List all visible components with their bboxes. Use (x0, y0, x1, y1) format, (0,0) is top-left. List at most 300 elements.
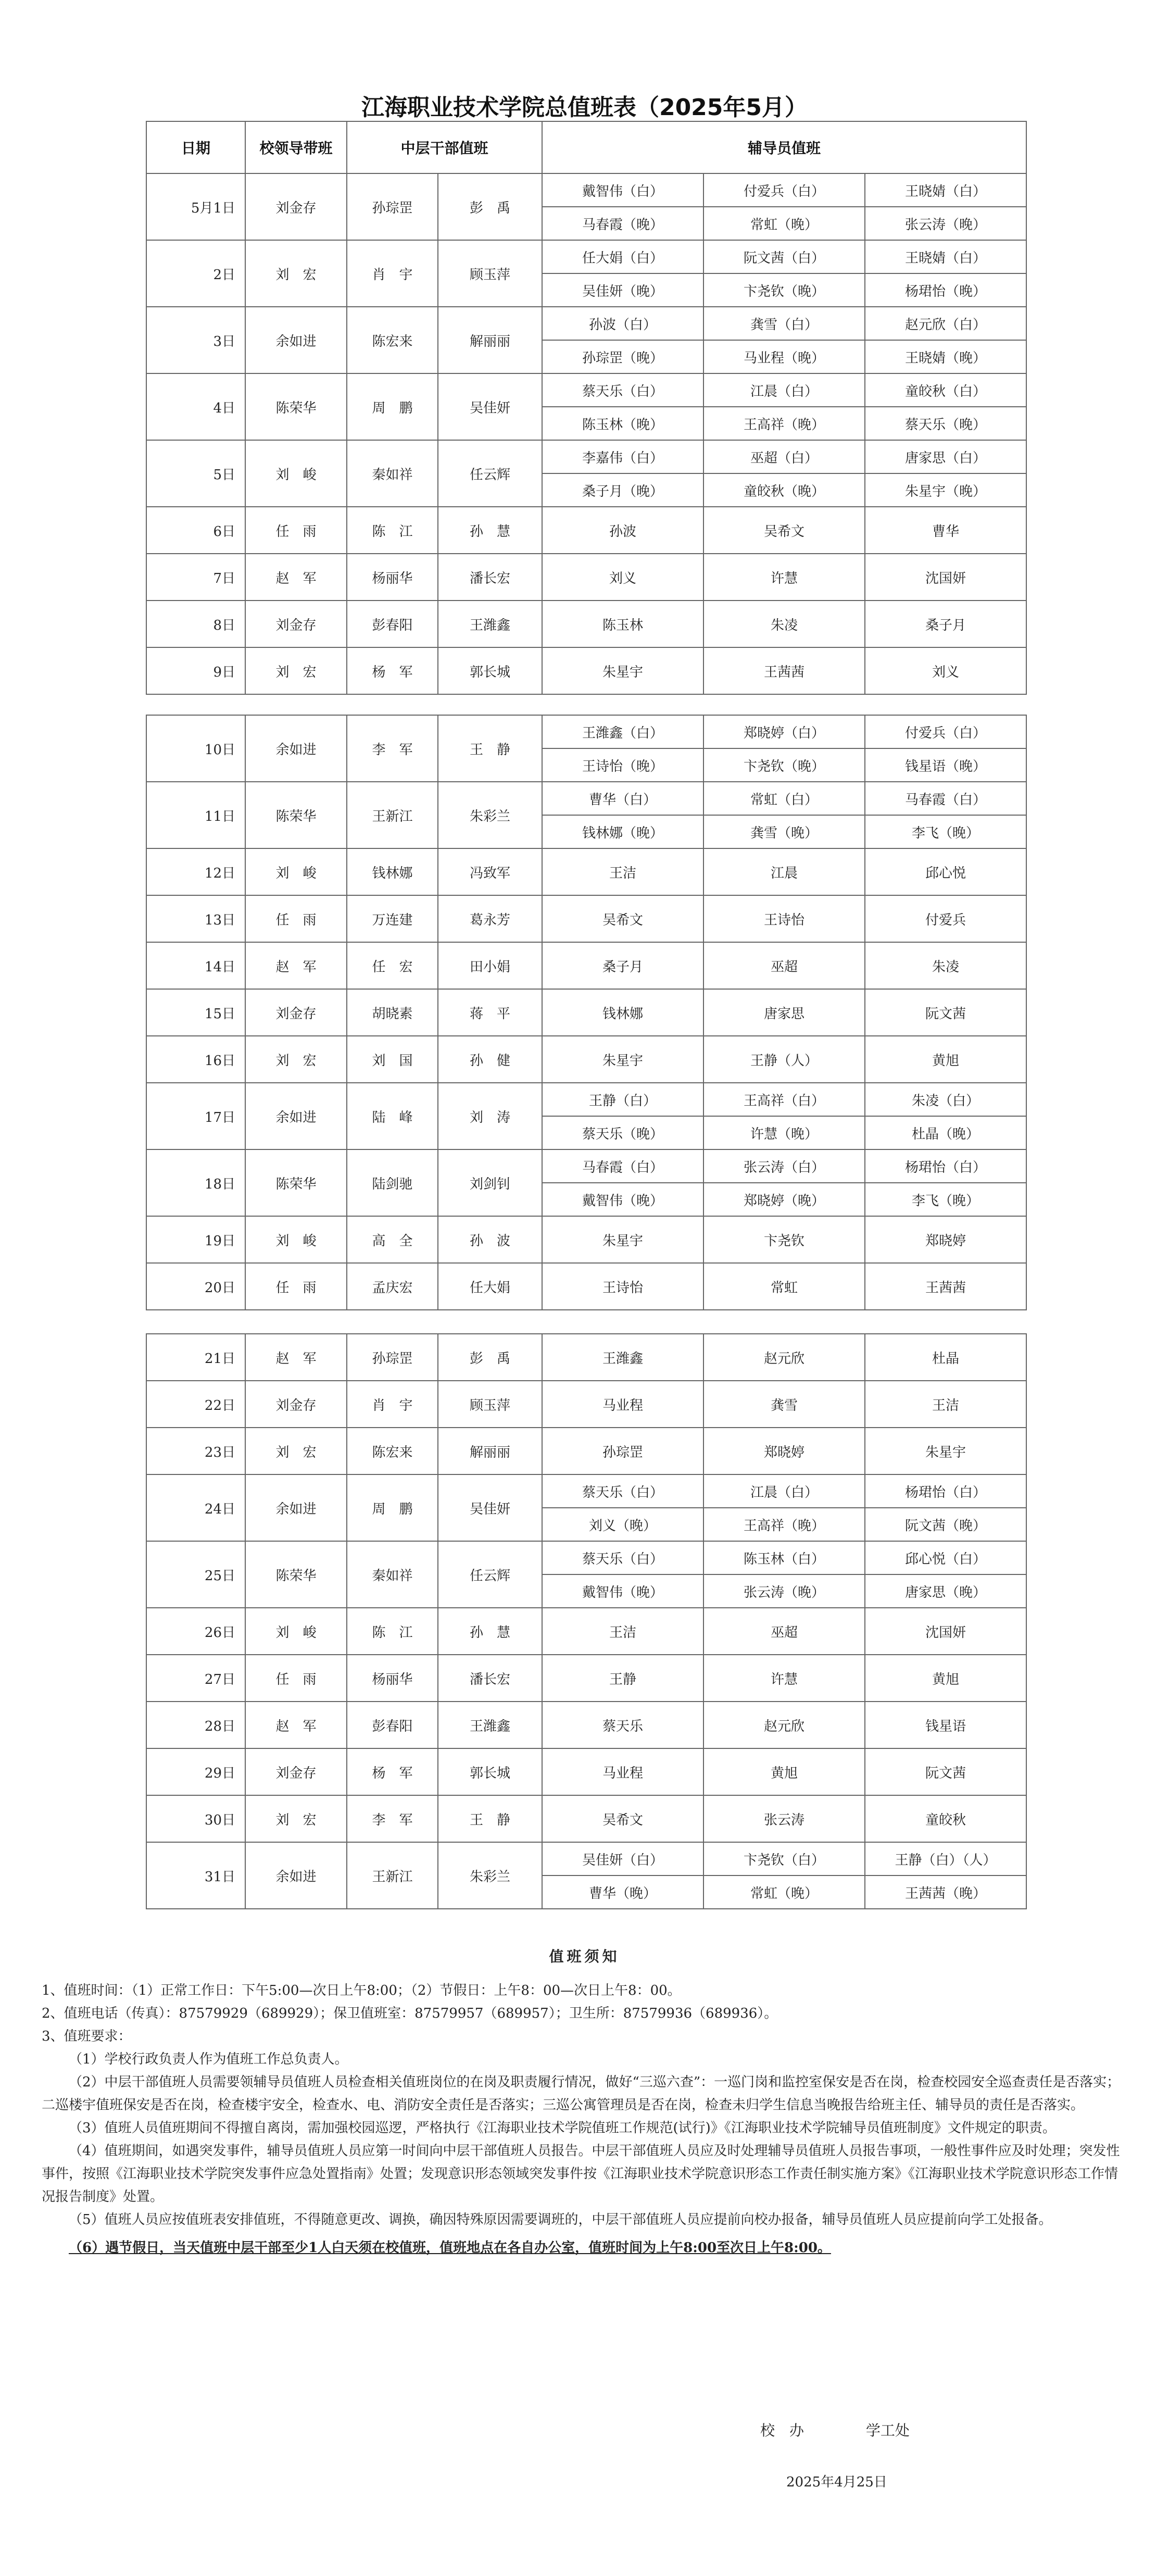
cadre-cell: 彭春阳 (347, 601, 438, 647)
counselor-cell: 曹华（白） (542, 782, 703, 815)
table-row (146, 1334, 1026, 1381)
counselor-cell: 王静（人） (703, 1036, 865, 1083)
cadre-cell: 郭长城 (438, 1748, 542, 1795)
cadre-cell: 杨丽华 (347, 554, 438, 601)
leader-cell: 刘金存 (245, 173, 347, 240)
counselor-cell: 郑晓婷 (703, 1428, 865, 1474)
counselor-cell: 蔡天乐（白） (542, 1474, 703, 1508)
counselor-cell: 戴智伟（晚） (542, 1183, 703, 1216)
counselor-cell: 朱凌（白） (865, 1083, 1026, 1116)
cadre-cell: 任云辉 (438, 440, 542, 507)
date-cell: 22日 (146, 1381, 245, 1428)
leader-cell: 赵 军 (245, 1702, 347, 1748)
date-cell: 11日 (146, 782, 245, 848)
table-row (146, 1541, 1026, 1574)
date-cell: 20日 (146, 1263, 245, 1310)
leader-cell: 陈荣华 (245, 1149, 347, 1216)
counselor-cell: 许慧 (703, 1655, 865, 1702)
page-title: 江海职业技术学院总值班表（2025年5月） (361, 94, 808, 121)
counselor-cell: 孙波（白） (542, 307, 703, 340)
cadre-cell: 陈 江 (347, 1608, 438, 1655)
counselor-cell: 常虹（白） (703, 782, 865, 815)
counselor-cell: 卞尧钦（白） (703, 1842, 865, 1875)
table-row (146, 440, 1026, 473)
cadre-cell: 李 军 (347, 715, 438, 782)
counselor-cell: 蔡天乐 (542, 1702, 703, 1748)
counselor-cell: 巫超 (703, 942, 865, 989)
counselor-cell: 赵元欣（白） (865, 307, 1026, 340)
note-item: 2、值班电话（传真）：87579929（689929）；保卫值班室：87579957（689957）；卫生所：87579936（689936）。 (42, 2006, 778, 2021)
cadre-cell: 肖 宇 (347, 1381, 438, 1428)
counselor-cell: 张云涛（白） (703, 1149, 865, 1183)
counselor-cell: 王诗怡 (703, 895, 865, 942)
cadre-cell: 李 军 (347, 1795, 438, 1842)
cadre-cell: 杨丽华 (347, 1655, 438, 1702)
table-row (146, 1608, 1026, 1655)
cadre-cell: 高 全 (347, 1216, 438, 1263)
counselor-cell: 许慧 (703, 554, 865, 601)
date-cell: 25日 (146, 1541, 245, 1608)
counselor-cell: 王诗怡 (542, 1263, 703, 1310)
counselor-cell: 郑晓婷（白） (703, 715, 865, 748)
counselor-cell: 任大娟（白） (542, 240, 703, 273)
date-cell: 17日 (146, 1083, 245, 1149)
counselor-cell: 刘义（晚） (542, 1508, 703, 1541)
date-cell: 29日 (146, 1748, 245, 1795)
cadre-cell: 解丽丽 (438, 1428, 542, 1474)
table-row (146, 307, 1026, 340)
table-row (146, 240, 1026, 273)
date-cell: 28日 (146, 1702, 245, 1748)
table-row (146, 1702, 1026, 1748)
cadre-cell: 顾玉萍 (438, 240, 542, 307)
leader-cell: 任 雨 (245, 507, 347, 554)
counselor-cell: 李飞（晚） (865, 815, 1026, 848)
table-row (146, 715, 1026, 748)
counselor-cell: 刘义 (542, 554, 703, 601)
leader-cell: 赵 军 (245, 554, 347, 601)
cadre-cell: 孙 波 (438, 1216, 542, 1263)
counselor-cell: 王高祥（晚） (703, 1508, 865, 1541)
date-cell: 31日 (146, 1842, 245, 1909)
leader-cell: 刘 峻 (245, 1608, 347, 1655)
counselor-cell: 李飞（晚） (865, 1183, 1026, 1216)
counselor-cell: 郑晓婷 (865, 1216, 1026, 1263)
note-item: 3、值班要求： (42, 2029, 132, 2044)
leader-cell: 余如进 (245, 1474, 347, 1541)
counselor-cell: 王茜茜 (865, 1263, 1026, 1310)
counselor-cell: 付爱兵（白） (865, 715, 1026, 748)
leader-cell: 刘 峻 (245, 848, 347, 895)
counselor-cell: 王高祥（晚） (703, 407, 865, 440)
date-cell: 24日 (146, 1474, 245, 1541)
note-item: （4）值班期间，如遇突发事件，辅导员值班人员应第一时间向中层干部值班人员报告。中层干部值班人员应及时处理辅导员值班人员报告事项，一般性事件应及时处理；突发性事件，按照《江海职业技术学院突发事件应急处置指南》处置；发现意识形态领域突发事件按《江海职业技术学院意识形态工作责任制实施方案》《江海职业技术学院意识形态工作情况报告制度》处置。 (42, 2143, 1120, 2205)
note-item: （5）值班人员应按值班表安排值班，不得随意更改、调换，确因特殊原因需要调班的，中层干部值班人员应提前向校办报备，辅导员值班人员应提前向学工处报备。 (69, 2212, 1052, 2228)
column-header: 中层干部值班 (347, 121, 542, 173)
counselor-cell: 王晓婧（白） (865, 173, 1026, 207)
cadre-cell: 田小娟 (438, 942, 542, 989)
cadre-cell: 彭 禹 (438, 1334, 542, 1381)
leader-cell: 刘金存 (245, 1748, 347, 1795)
date-cell: 2日 (146, 240, 245, 307)
table-row (146, 647, 1026, 694)
counselor-cell: 马业程（晚） (703, 340, 865, 373)
cadre-cell: 陈宏来 (347, 307, 438, 373)
counselor-cell: 巫超 (703, 1608, 865, 1655)
cadre-cell: 彭 禹 (438, 173, 542, 240)
leader-cell: 刘 宏 (245, 1795, 347, 1842)
cadre-cell: 王新江 (347, 782, 438, 848)
counselor-cell: 卞尧钦（晚） (703, 273, 865, 307)
counselor-cell: 童皎秋（白） (865, 373, 1026, 407)
counselor-cell: 唐家思（晚） (865, 1574, 1026, 1608)
counselor-cell: 邱心悦 (865, 848, 1026, 895)
cadre-cell: 任云辉 (438, 1541, 542, 1608)
counselor-cell: 王高祥（白） (703, 1083, 865, 1116)
counselor-cell: 张云涛（晚） (865, 207, 1026, 240)
cadre-cell: 潘长宏 (438, 554, 542, 601)
cadre-cell: 潘长宏 (438, 1655, 542, 1702)
cadre-cell: 刘剑钊 (438, 1149, 542, 1216)
counselor-cell: 童皎秋（晚） (703, 473, 865, 507)
table-row (146, 895, 1026, 942)
table-row (146, 1263, 1026, 1310)
cadre-cell: 钱林娜 (347, 848, 438, 895)
sign-office: 校 办 (760, 2422, 805, 2439)
note-item: （2）中层干部值班人员需要领辅导员值班人员检查相关值班岗位的在岗及职责履行情况，做好“三巡六查”：一巡门岗和监控室保安是否在岗，检查校园安全巡查责任是否落实；二巡楼宇值班保安是否在岗，检查楼宇安全，检查水、电、消防安全责任是否落实；三巡公寓管理员是否在岗，检查未归学生信息当晚报告给班主任、辅导员的责任是否落实。 (42, 2074, 1121, 2113)
counselor-cell: 常虹（晚） (703, 207, 865, 240)
cadre-cell: 刘 涛 (438, 1083, 542, 1149)
counselor-cell: 陈玉林（白） (703, 1541, 865, 1574)
date-cell: 19日 (146, 1216, 245, 1263)
duty-table-block-3 (146, 1333, 1027, 1909)
date-cell: 26日 (146, 1608, 245, 1655)
date-cell: 13日 (146, 895, 245, 942)
counselor-cell: 常虹（晚） (703, 1875, 865, 1909)
counselor-cell: 蔡天乐（晚） (542, 1116, 703, 1149)
date-cell: 30日 (146, 1795, 245, 1842)
leader-cell: 刘 峻 (245, 1216, 347, 1263)
counselor-cell: 卞尧钦 (703, 1216, 865, 1263)
cadre-cell: 蒋 平 (438, 989, 542, 1036)
cadre-cell: 杨 军 (347, 1748, 438, 1795)
cadre-cell: 王潍鑫 (438, 601, 542, 647)
duty-notes (42, 1979, 1130, 2259)
date-cell: 7日 (146, 554, 245, 601)
table-row (146, 1216, 1026, 1263)
cadre-cell: 孟庆宏 (347, 1263, 438, 1310)
date-cell: 5月1日 (146, 173, 245, 240)
counselor-cell: 王晓婧（晚） (865, 340, 1026, 373)
leader-cell: 余如进 (245, 307, 347, 373)
leader-cell: 赵 军 (245, 942, 347, 989)
leader-cell: 任 雨 (245, 1263, 347, 1310)
sign-date: 2025年4月25日 (786, 2474, 887, 2490)
counselor-cell: 蔡天乐（晚） (865, 407, 1026, 440)
date-cell: 3日 (146, 307, 245, 373)
table-row (146, 601, 1026, 647)
leader-cell: 刘 峻 (245, 440, 347, 507)
counselor-cell: 龚雪 (703, 1381, 865, 1428)
duty-table-block-1 (146, 121, 1027, 695)
counselor-cell: 孙波 (542, 507, 703, 554)
date-cell: 6日 (146, 507, 245, 554)
counselor-cell: 吴希文 (703, 507, 865, 554)
cadre-cell: 陆 峰 (347, 1083, 438, 1149)
cadre-cell: 孙 慧 (438, 507, 542, 554)
table-row (146, 1428, 1026, 1474)
counselor-cell: 阮文茜（白） (703, 240, 865, 273)
counselor-cell: 许慧（晚） (703, 1116, 865, 1149)
cadre-cell: 朱彩兰 (438, 782, 542, 848)
table-row (146, 1381, 1026, 1428)
counselor-cell: 付爱兵（白） (703, 173, 865, 207)
cadre-cell: 杨 军 (347, 647, 438, 694)
cadre-cell: 陈宏来 (347, 1428, 438, 1474)
counselor-cell: 朱星宇（晚） (865, 473, 1026, 507)
counselor-cell: 王洁 (542, 848, 703, 895)
counselor-cell: 沈国妍 (865, 1608, 1026, 1655)
cadre-cell: 王潍鑫 (438, 1702, 542, 1748)
column-header: 辅导员值班 (542, 121, 1026, 173)
counselor-cell: 龚雪（晚） (703, 815, 865, 848)
cadre-cell: 任 宏 (347, 942, 438, 989)
counselor-cell: 蔡天乐（白） (542, 373, 703, 407)
table-row (146, 942, 1026, 989)
note-item: （1）学校行政负责人作为值班工作总负责人。 (69, 2052, 348, 2067)
counselor-cell: 唐家思（白） (865, 440, 1026, 473)
counselor-cell: 蔡天乐（白） (542, 1541, 703, 1574)
date-cell: 12日 (146, 848, 245, 895)
table-row (146, 848, 1026, 895)
cadre-cell: 顾玉萍 (438, 1381, 542, 1428)
column-header: 日期 (146, 121, 245, 173)
counselor-cell: 王洁 (542, 1608, 703, 1655)
counselor-cell: 钱星语 (865, 1702, 1026, 1748)
date-cell: 23日 (146, 1428, 245, 1474)
cadre-cell: 解丽丽 (438, 307, 542, 373)
counselor-cell: 曹华 (865, 507, 1026, 554)
table-row (146, 373, 1026, 407)
note-item: （3）值班人员值班期间不得擅自离岗，需加强校园巡逻，严格执行《江海职业技术学院值班工作规范(试行)》《江海职业技术学院辅导员值班制度》文件规定的职责。 (69, 2120, 1056, 2136)
cadre-cell: 胡晓素 (347, 989, 438, 1036)
table-row (146, 554, 1026, 601)
counselor-cell: 赵元欣 (703, 1334, 865, 1381)
leader-cell: 任 雨 (245, 895, 347, 942)
notice-title: 值班须知 (549, 1948, 620, 1965)
counselor-cell: 龚雪（白） (703, 307, 865, 340)
cadre-cell: 肖 宇 (347, 240, 438, 307)
counselor-cell: 马业程 (542, 1748, 703, 1795)
counselor-cell: 江晨（白） (703, 373, 865, 407)
counselor-cell: 朱凌 (703, 601, 865, 647)
counselor-cell: 杜晶（晚） (865, 1116, 1026, 1149)
cadre-cell: 郭长城 (438, 647, 542, 694)
table-row (146, 1083, 1026, 1116)
table-row (146, 782, 1026, 815)
cadre-cell: 周 鹏 (347, 1474, 438, 1541)
leader-cell: 刘 宏 (245, 647, 347, 694)
leader-cell: 余如进 (245, 1842, 347, 1909)
table-row (146, 1842, 1026, 1875)
cadre-cell: 孙 慧 (438, 1608, 542, 1655)
counselor-cell: 阮文茜 (865, 989, 1026, 1036)
counselor-cell: 王茜茜 (703, 647, 865, 694)
table-header-row (146, 121, 1026, 173)
duty-table-block-2 (146, 715, 1027, 1310)
counselor-cell: 郑晓婷（晚） (703, 1183, 865, 1216)
counselor-cell: 孙琮罡（晚） (542, 340, 703, 373)
counselor-cell: 赵元欣 (703, 1702, 865, 1748)
counselor-cell: 黄旭 (865, 1036, 1026, 1083)
leader-cell: 刘 宏 (245, 1428, 347, 1474)
counselor-cell: 马春霞（晚） (542, 207, 703, 240)
leader-cell: 任 雨 (245, 1655, 347, 1702)
column-header: 校领导带班 (245, 121, 347, 173)
table-row (146, 1795, 1026, 1842)
counselor-cell: 戴智伟（晚） (542, 1574, 703, 1608)
leader-cell: 刘 宏 (245, 1036, 347, 1083)
cadre-cell: 孙 健 (438, 1036, 542, 1083)
counselor-cell: 江晨 (703, 848, 865, 895)
counselor-cell: 钱星语（晚） (865, 748, 1026, 782)
counselor-cell: 王茜茜（晚） (865, 1875, 1026, 1909)
date-cell: 14日 (146, 942, 245, 989)
counselor-cell: 阮文茜（晚） (865, 1508, 1026, 1541)
counselor-cell: 付爱兵 (865, 895, 1026, 942)
leader-cell: 刘 宏 (245, 240, 347, 307)
counselor-cell: 杨珺怡（白） (865, 1149, 1026, 1183)
date-cell: 27日 (146, 1655, 245, 1702)
table-row (146, 1655, 1026, 1702)
counselor-cell: 阮文茜 (865, 1748, 1026, 1795)
counselor-cell: 吴佳妍（白） (542, 1842, 703, 1875)
counselor-cell: 王潍鑫（白） (542, 715, 703, 748)
counselor-cell: 曹华（晚） (542, 1875, 703, 1909)
leader-cell: 刘金存 (245, 601, 347, 647)
counselor-cell: 李嘉伟（白） (542, 440, 703, 473)
counselor-cell: 马业程 (542, 1381, 703, 1428)
counselor-cell: 马春霞（白） (865, 782, 1026, 815)
table-row (146, 173, 1026, 207)
counselor-cell: 孙琮罡 (542, 1428, 703, 1474)
cadre-cell: 周 鹏 (347, 373, 438, 440)
cadre-cell: 王新江 (347, 1842, 438, 1909)
cadre-cell: 王 静 (438, 715, 542, 782)
counselor-cell: 杨珺怡（晚） (865, 273, 1026, 307)
cadre-cell: 吴佳妍 (438, 373, 542, 440)
date-cell: 8日 (146, 601, 245, 647)
cadre-cell: 孙琮罡 (347, 173, 438, 240)
cadre-cell: 朱彩兰 (438, 1842, 542, 1909)
cadre-cell: 彭春阳 (347, 1702, 438, 1748)
counselor-cell: 陈玉林（晚） (542, 407, 703, 440)
leader-cell: 陈荣华 (245, 1541, 347, 1608)
signature-block (760, 2419, 967, 2440)
date-cell: 4日 (146, 373, 245, 440)
cadre-cell: 王 静 (438, 1795, 542, 1842)
counselor-cell: 张云涛（晚） (703, 1574, 865, 1608)
table-row (146, 1149, 1026, 1183)
cadre-cell: 陈 江 (347, 507, 438, 554)
leader-cell: 陈荣华 (245, 373, 347, 440)
cadre-cell: 葛永芳 (438, 895, 542, 942)
leader-cell: 刘金存 (245, 1381, 347, 1428)
counselor-cell: 桑子月 (542, 942, 703, 989)
leader-cell: 余如进 (245, 1083, 347, 1149)
date-cell: 9日 (146, 647, 245, 694)
date-cell: 16日 (146, 1036, 245, 1083)
counselor-cell: 黄旭 (703, 1748, 865, 1795)
date-cell: 5日 (146, 440, 245, 507)
counselor-cell: 沈国妍 (865, 554, 1026, 601)
sign-student-affairs: 学工处 (865, 2422, 910, 2439)
counselor-cell: 王洁 (865, 1381, 1026, 1428)
counselor-cell: 邱心悦（白） (865, 1541, 1026, 1574)
counselor-cell: 王潍鑫 (542, 1334, 703, 1381)
date-cell: 10日 (146, 715, 245, 782)
table-row (146, 507, 1026, 554)
date-cell: 21日 (146, 1334, 245, 1381)
counselor-cell: 朱星宇 (542, 1216, 703, 1263)
counselor-cell: 朱凌 (865, 942, 1026, 989)
counselor-cell: 戴智伟（白） (542, 173, 703, 207)
counselor-cell: 桑子月（晚） (542, 473, 703, 507)
counselor-cell: 王静（白）（人） (865, 1842, 1026, 1875)
counselor-cell: 黄旭 (865, 1655, 1026, 1702)
date-cell: 15日 (146, 989, 245, 1036)
counselor-cell: 钱林娜（晚） (542, 815, 703, 848)
cadre-cell: 刘 国 (347, 1036, 438, 1083)
table-row (146, 1748, 1026, 1795)
counselor-cell: 唐家思 (703, 989, 865, 1036)
counselor-cell: 刘义 (865, 647, 1026, 694)
leader-cell: 赵 军 (245, 1334, 347, 1381)
table-row (146, 989, 1026, 1036)
table-row (146, 1036, 1026, 1083)
counselor-cell: 王静 (542, 1655, 703, 1702)
counselor-cell: 巫超（白） (703, 440, 865, 473)
cadre-cell: 孙琮罡 (347, 1334, 438, 1381)
counselor-cell: 朱星宇 (865, 1428, 1026, 1474)
table-row (146, 1474, 1026, 1508)
cadre-cell: 秦如祥 (347, 1541, 438, 1608)
counselor-cell: 江晨（白） (703, 1474, 865, 1508)
cadre-cell: 冯致军 (438, 848, 542, 895)
counselor-cell: 吴希文 (542, 1795, 703, 1842)
leader-cell: 陈荣华 (245, 782, 347, 848)
leader-cell: 余如进 (245, 715, 347, 782)
cadre-cell: 万连建 (347, 895, 438, 942)
counselor-cell: 常虹 (703, 1263, 865, 1310)
cadre-cell: 吴佳妍 (438, 1474, 542, 1541)
counselor-cell: 朱星宇 (542, 1036, 703, 1083)
counselor-cell: 杨珺怡（白） (865, 1474, 1026, 1508)
cadre-cell: 陆剑驰 (347, 1149, 438, 1216)
counselor-cell: 杜晶 (865, 1334, 1026, 1381)
counselor-cell: 马春霞（白） (542, 1149, 703, 1183)
counselor-cell: 童皎秋 (865, 1795, 1026, 1842)
counselor-cell: 王静（白） (542, 1083, 703, 1116)
counselor-cell: 钱林娜 (542, 989, 703, 1036)
cadre-cell: 任大娟 (438, 1263, 542, 1310)
counselor-cell: 王晓婧（白） (865, 240, 1026, 273)
note-item-emphasis: （6）遇节假日，当天值班中层干部至少1人白天须在校值班，值班地点在各自办公室，值班时间为上午8:00至次日上午8:00。 (69, 2240, 831, 2256)
leader-cell: 刘金存 (245, 989, 347, 1036)
counselor-cell: 吴希文 (542, 895, 703, 942)
counselor-cell: 桑子月 (865, 601, 1026, 647)
counselor-cell: 卞尧钦（晚） (703, 748, 865, 782)
